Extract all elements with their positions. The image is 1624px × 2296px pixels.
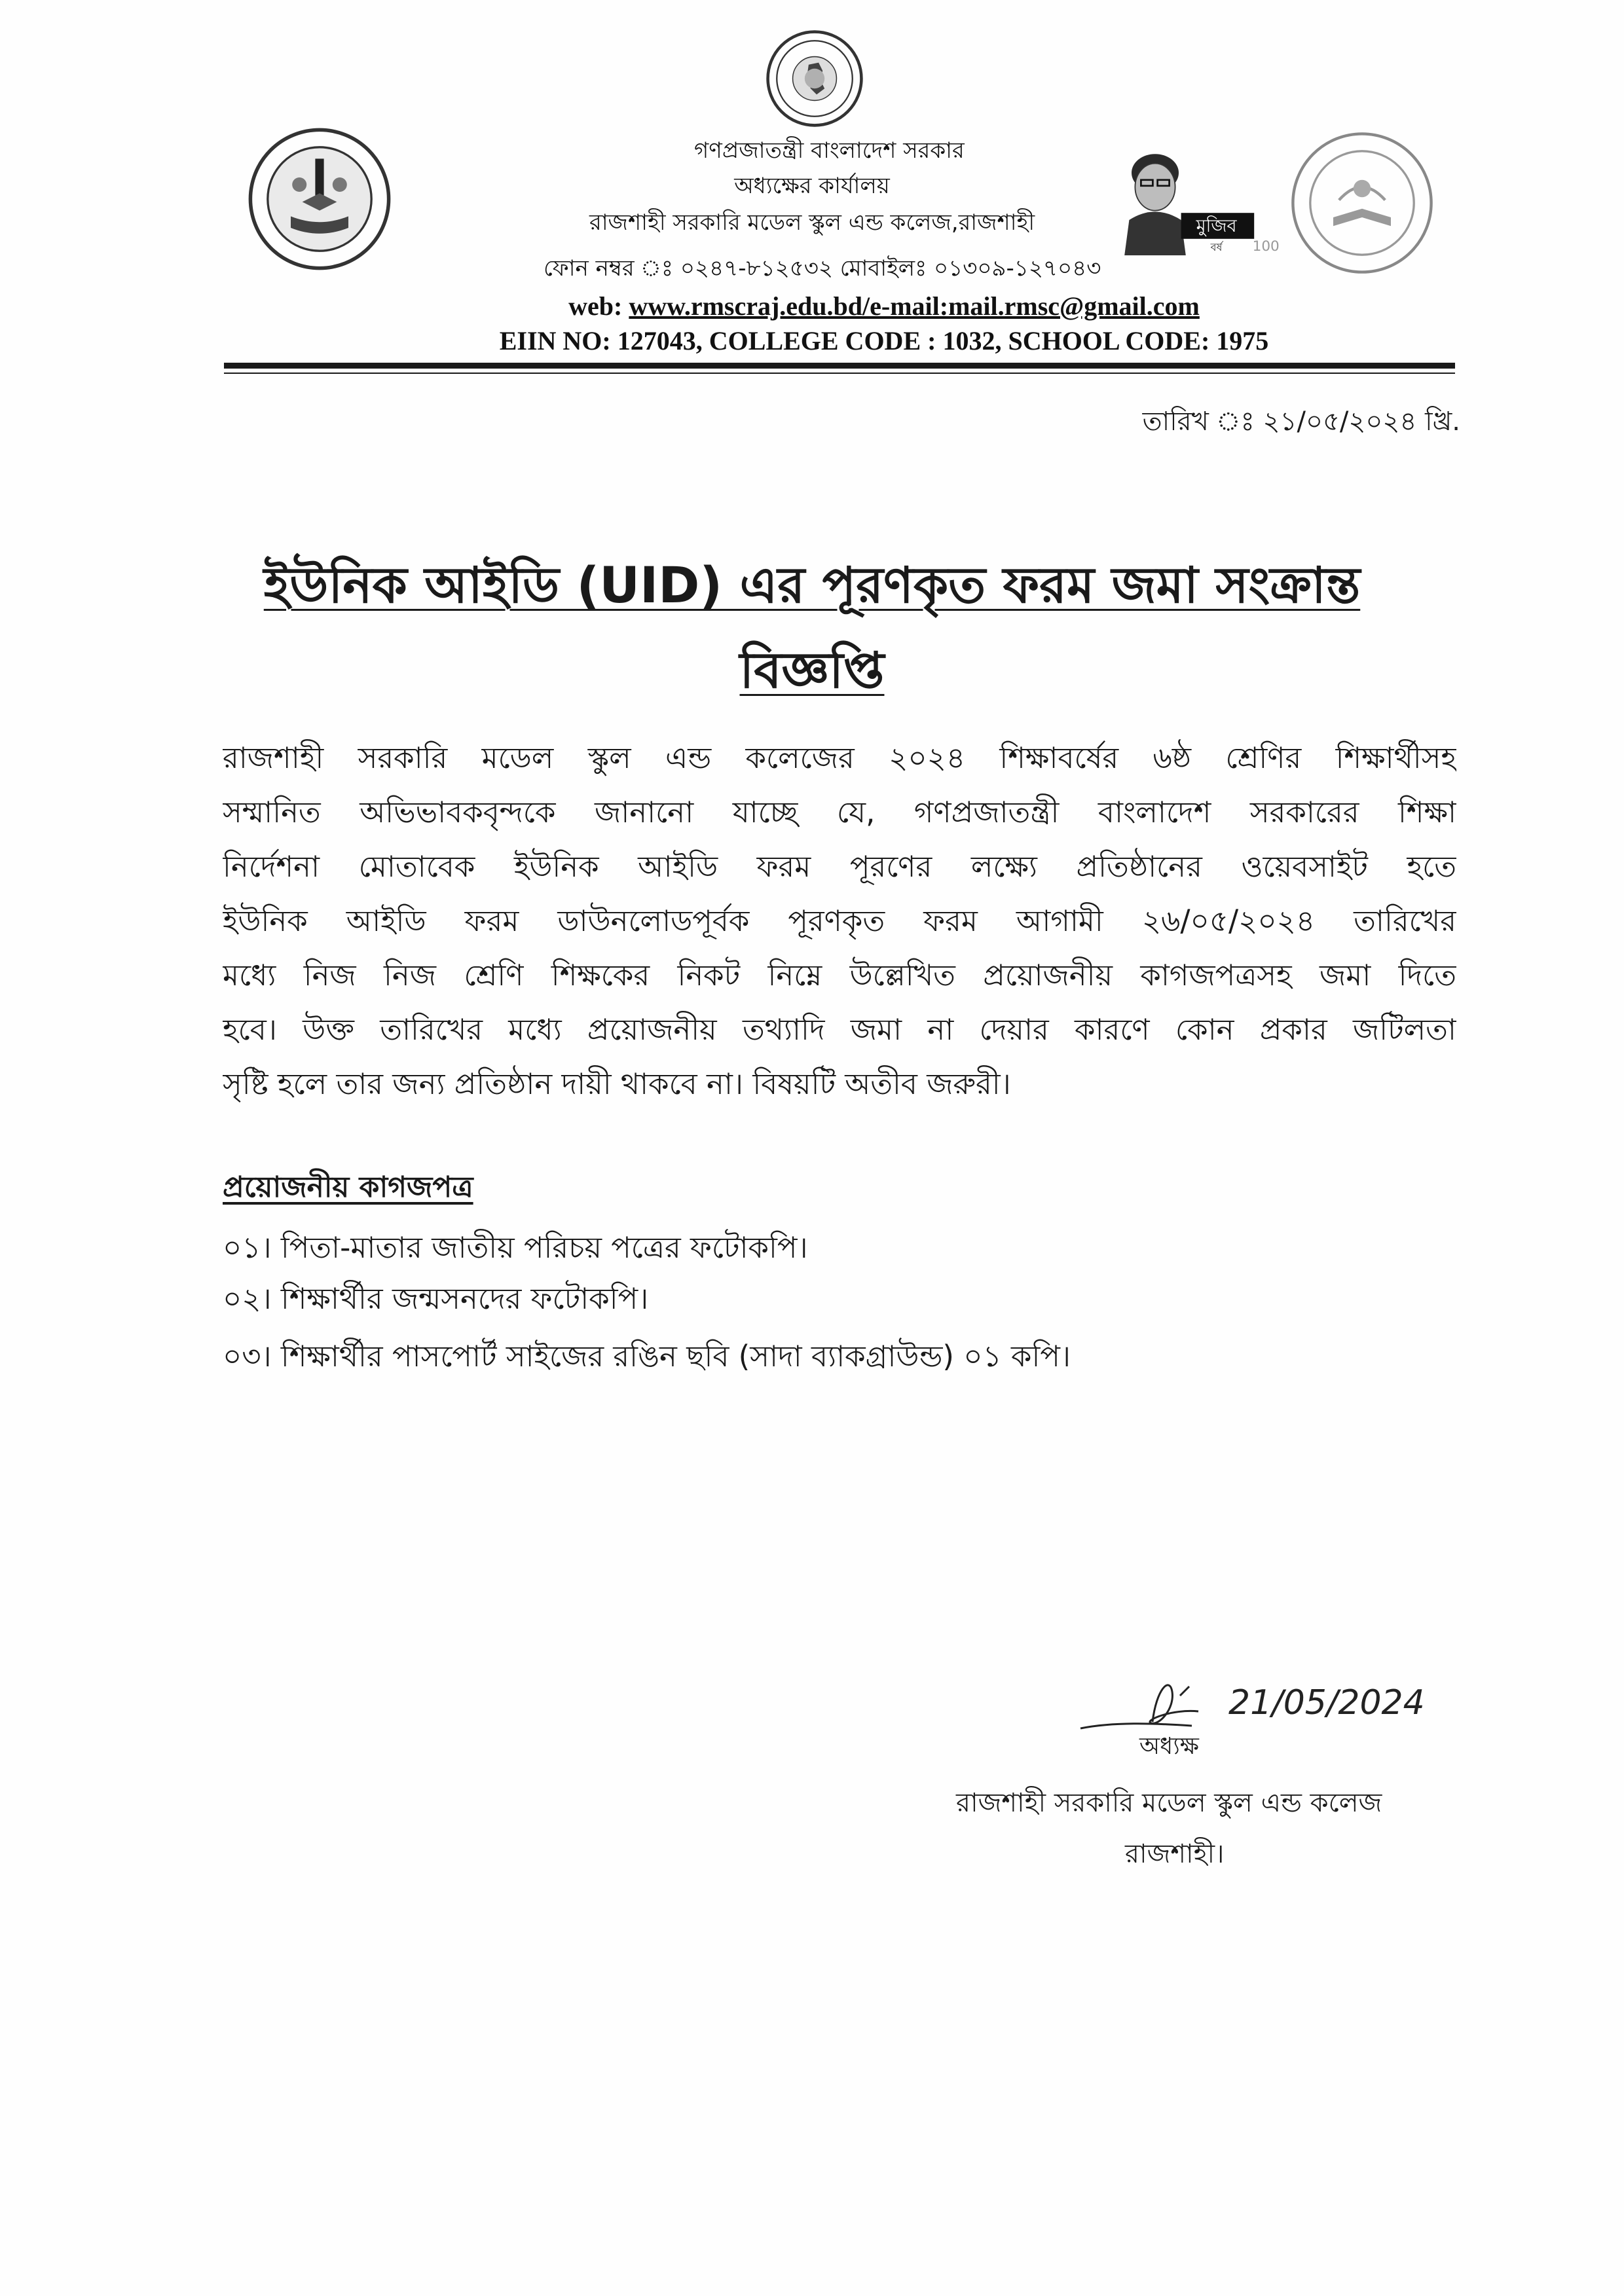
signatory-organization: রাজশাহী সরকারি মডেল স্কুল এন্ড কলেজ [956, 1788, 1382, 1818]
principal-signature [1074, 1650, 1480, 1761]
letterhead-divider-thin [224, 373, 1455, 374]
website-email-link[interactable]: www.rmscraj.edu.bd/e-mail:mail.rmsc@gmail.com [629, 291, 1200, 321]
mujib-borsho-logo-icon [1108, 137, 1285, 255]
institution-codes: EIIN NO: 127043, COLLEGE CODE : 1032, SCHOOL CODE: 1975 [499, 326, 1269, 355]
web-prefix: web: [568, 291, 629, 321]
letterhead-divider [224, 363, 1455, 369]
signatory-title: অধ্যক্ষ [1139, 1733, 1199, 1760]
svg-text:মুজিব: মুজিব [1196, 216, 1237, 236]
bangladesh-govt-seal-icon [765, 29, 864, 128]
body-line: হবে। উক্ত তারিখের মধ্যে প্রয়োজনীয় তথ্যাদি জমা না দেয়ার কারণে কোন প্রকার জটিলতা [223, 1012, 1456, 1047]
office-name: অধ্যক্ষের কার্যালয় [734, 173, 890, 199]
svg-text:বর্ষ: বর্ষ [1210, 240, 1223, 253]
handwritten-date: 21/05/2024 [1228, 1683, 1425, 1722]
notice-body [223, 731, 1456, 1111]
notice-title [196, 547, 1428, 630]
body-line: সৃষ্টি হলে তার জন্য প্রতিষ্ঠান দায়ী থাকবে না। বিষয়টি অতীব জরুরী। [223, 1066, 1011, 1101]
notice-date: তারিখ ঃ ২১/০৫/২০২৪ খ্রি. [1142, 407, 1460, 437]
web-email-line [485, 291, 1283, 321]
svg-text:100: 100 [1252, 238, 1280, 255]
govt-name: গণপ্রজাতন্ত্রী বাংলাদেশ সরকার [694, 137, 965, 164]
body-line: নির্দেশনা মোতাবেক ইউনিক আইডি ফরম পূরণের লক্ষ্যে প্রতিষ্ঠানের ওয়েবসাইট হতে [223, 849, 1456, 884]
body-line: রাজশাহী সরকারি মডেল স্কুল এন্ড কলেজের ২০২৪ শিক্ষাবর্ষের ৬ষ্ঠ শ্রেণির শিক্ষার্থীসহ [223, 740, 1456, 775]
notice-title-text: ইউনিক আইডি (UID) এর পূরণকৃত ফরম জমা সংক্রান্ত [263, 556, 1361, 614]
document-list-item: ০৩। শিক্ষার্থীর পাসপোর্ট সাইজের রঙিন ছবি (সাদা ব্যাকগ্রাউন্ড) ০১ কপি। [223, 1339, 1071, 1374]
school-seal-icon [248, 127, 392, 271]
phone-numbers: ফোন নম্বর ঃ ০২৪৭-৮১২৫৩২ মোবাইলঃ ০১৩০৯-১২৭০৪৩ [544, 255, 1101, 282]
notice-subtitle-text: বিজ্ঞপ্তি [739, 641, 885, 699]
shikkha-seal-icon [1290, 131, 1434, 275]
document-list-item: ০২। শিক্ষার্থীর জন্মসনদের ফটোকপি। [223, 1281, 649, 1316]
body-line: সম্মানিত অভিভাবকবৃন্দকে জানানো যাচ্ছে যে, গণপ্রজাতন্ত্রী বাংলাদেশ সরকারের শিক্ষা [223, 795, 1456, 829]
signatory-city: রাজশাহী। [1125, 1839, 1225, 1869]
document-list-item: ০১। পিতা-মাতার জাতীয় পরিচয় পত্রের ফটোকপি। [223, 1230, 808, 1265]
required-documents-heading: প্রয়োজনীয় কাগজপত্র [223, 1171, 473, 1204]
body-line: মধ্যে নিজ নিজ শ্রেণি শিক্ষকের নিকট নিম্নে উল্লেখিত প্রয়োজনীয় কাগজপত্রসহ জমা দিতে [223, 958, 1456, 993]
body-line: ইউনিক আইডি ফরম ডাউনলোডপূর্বক পূরণকৃত ফরম আগামী ২৬/০৫/২০২৪ তারিখের [223, 903, 1456, 938]
notice-subtitle [196, 632, 1428, 716]
institution-name: রাজশাহী সরকারি মডেল স্কুল এন্ড কলেজ,রাজশাহী [589, 210, 1035, 236]
